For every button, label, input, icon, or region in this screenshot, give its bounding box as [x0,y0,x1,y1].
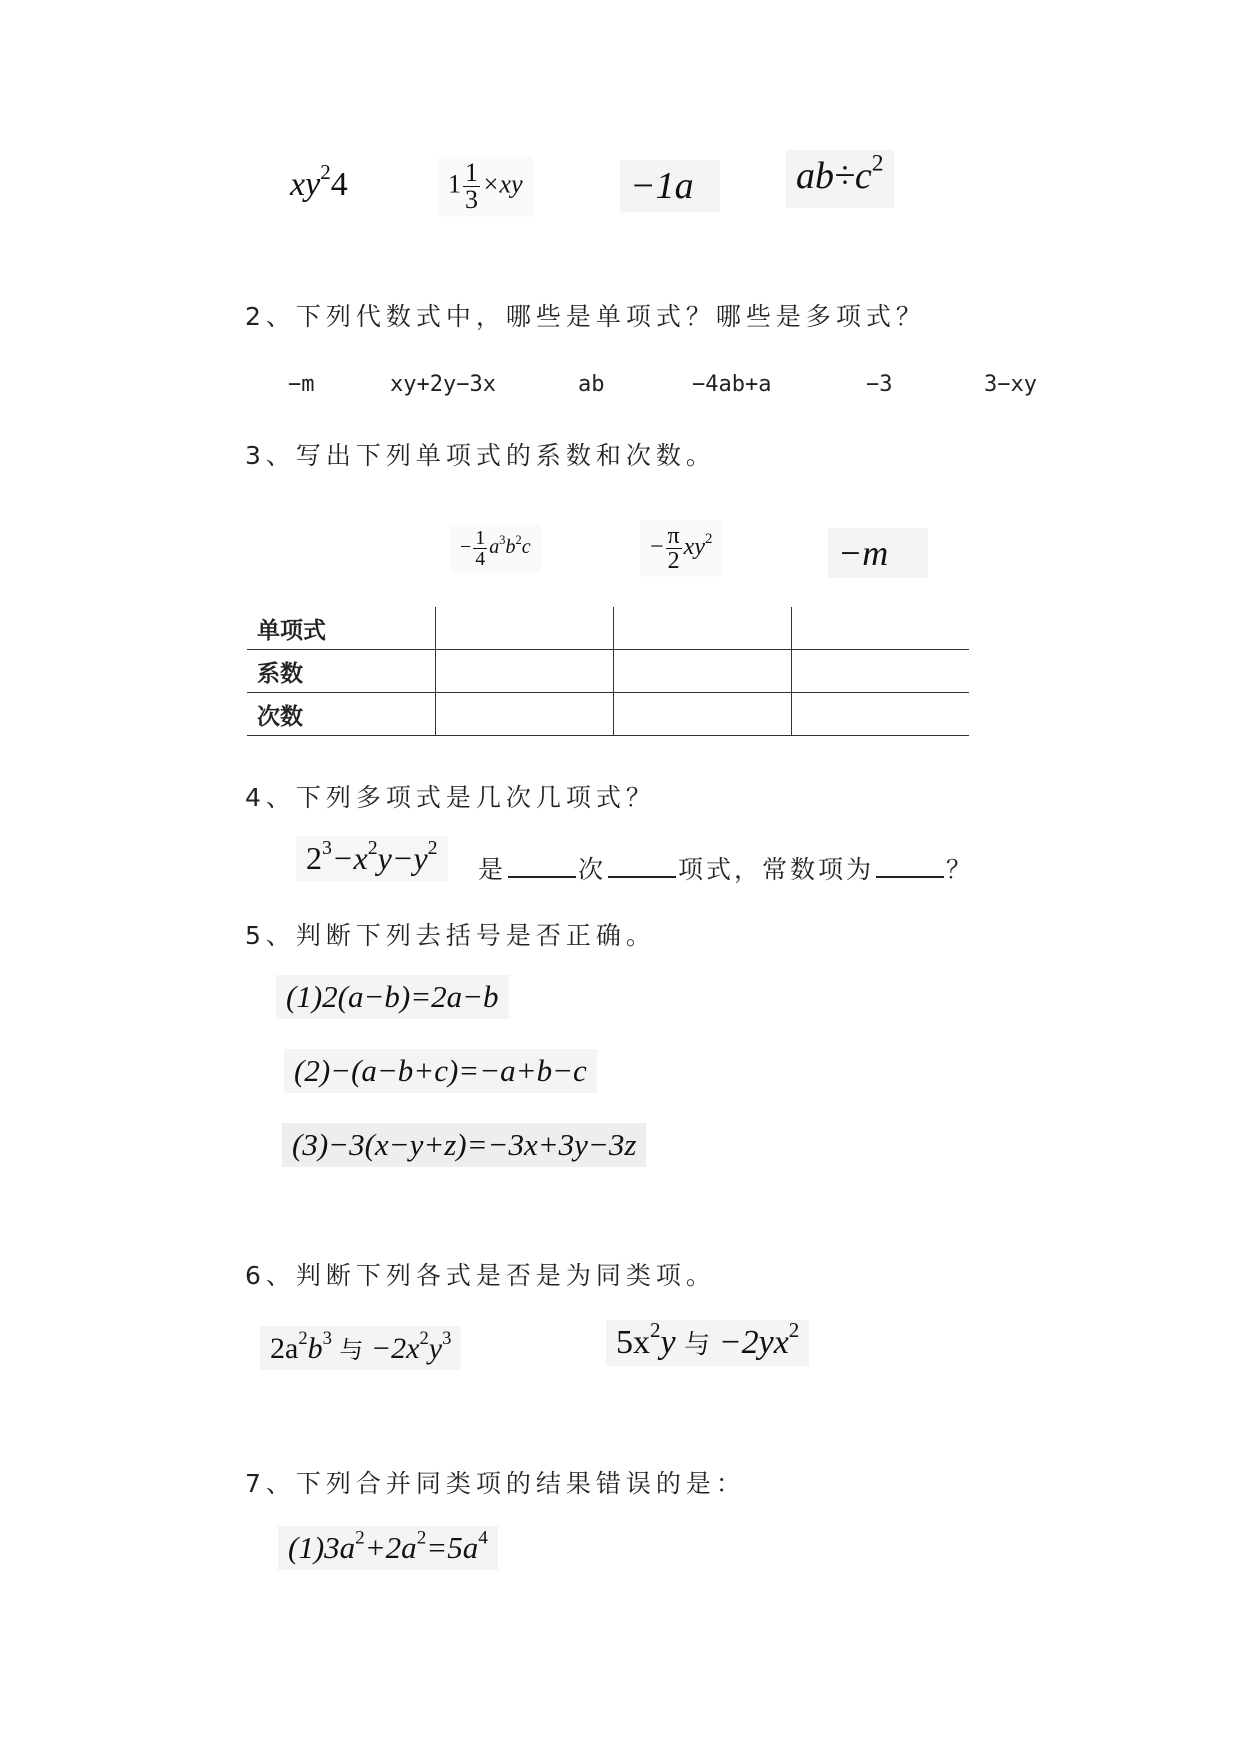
table-row [247,650,969,693]
q3-monomial-1: − $\frac{1}{4}$ $a^3b^2c$ [450,524,541,573]
q1-expr-3: −1a [620,160,720,212]
q6-pair-1: $2a^2b^3$ 与 $-2x^2y^3$ [260,1326,461,1370]
answer-cell[interactable] [436,607,614,650]
q3-monomial-2: − $\frac{\pi}{2}$ $xy^2$ [640,520,722,577]
answer-cell[interactable] [436,693,614,736]
q1-expr-1: $xy^24$ [290,160,348,203]
row-label-degree: 次数 [247,693,436,736]
answer-cell[interactable] [792,650,970,693]
blank-terms[interactable] [608,856,676,878]
q2-item-2: xy+2y−3x [390,372,496,397]
row-label-coefficient: 系数 [247,650,436,693]
q3-title: 3、写出下列单项式的系数和次数。 [245,441,716,470]
q5-expr-2: (2)−(a−b+c)=−a+b−c [284,1049,597,1093]
row-label-monomial: 单项式 [247,607,436,650]
q3-answer-table [247,607,969,736]
q3-monomial-3: −m [828,528,928,578]
q2-item-1: −m [288,372,315,397]
table-row [247,693,969,736]
q6-pair-2: $5x^2y$ 与 $-2yx^2$ [606,1320,809,1366]
q5-title: 5、判断下列去括号是否正确。 [245,921,656,950]
table-row [247,607,969,650]
answer-cell[interactable] [614,650,792,693]
q4-fill-sentence: 是 次 项式，常数项为 ？ [478,855,975,884]
answer-cell[interactable] [436,650,614,693]
q5-expr-3: (3)−3(x−y+z)=−3x+3y−3z [282,1123,646,1167]
blank-constant[interactable] [876,856,944,878]
answer-cell[interactable] [792,693,970,736]
q2-item-5: −3 [866,372,893,397]
q5-expr-1: (1)2(a−b)=2a−b [276,975,509,1019]
q2-item-6: 3−xy [984,372,1037,397]
q7-expr-1: $(1)3a^2+2a^2=5a^4$ [278,1526,498,1570]
q2-item-4: −4ab+a [692,372,772,397]
q1-expr-2: 1 $\frac{1}{3}$ ×xy [438,156,533,217]
q2-item-3: ab [578,372,605,397]
q6-title: 6、判断下列各式是否是为同类项。 [245,1261,716,1290]
q2-title: 2、下列代数式中，哪些是单项式？哪些是多项式？ [245,302,926,331]
q7-title: 7、下列合并同类项的结果错误的是： [245,1469,746,1498]
answer-cell[interactable] [614,693,792,736]
q4-title: 4、下列多项式是几次几项式？ [245,783,656,812]
q1-expr-4: $ab\div c^2$ [786,150,894,208]
blank-degree[interactable] [508,856,576,878]
answer-cell[interactable] [614,607,792,650]
q4-polynomial: $2^3-x^2y-y^2$ [296,836,448,881]
answer-cell[interactable] [792,607,970,650]
